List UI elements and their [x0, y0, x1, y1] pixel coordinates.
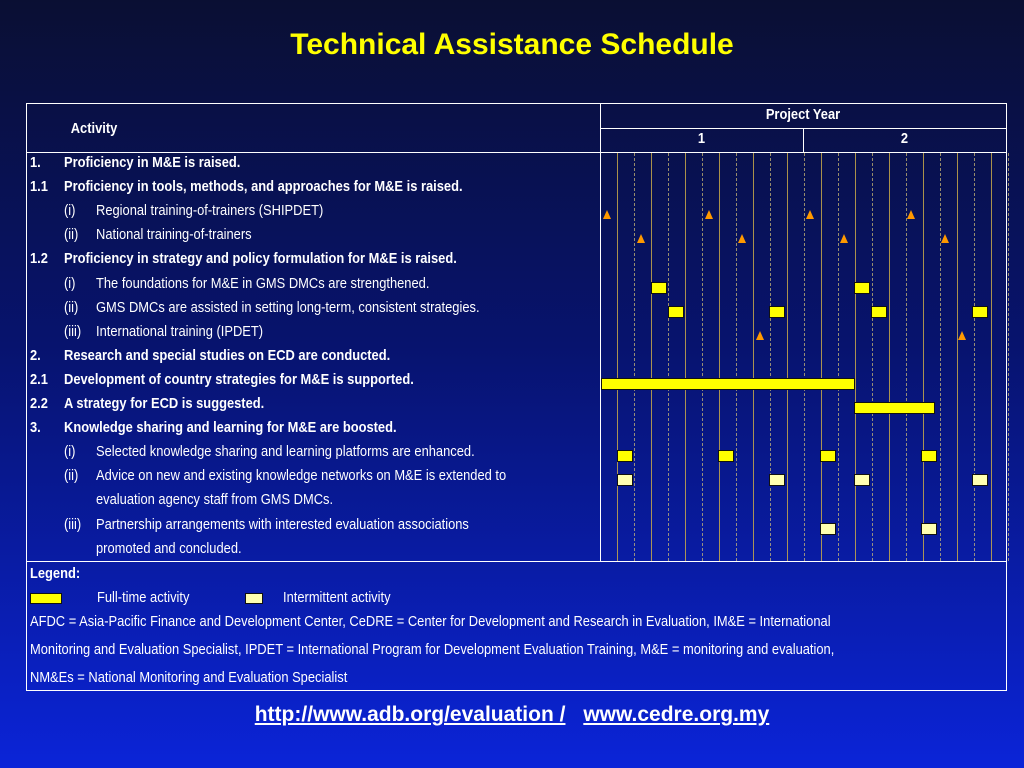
legend-intermittent-label: Intermittent activity: [283, 589, 391, 606]
gantt-grid-line: [753, 153, 754, 561]
row-number: 1.1: [30, 178, 48, 196]
legend-full-time-swatch: [30, 593, 62, 604]
row-label: The foundations for M&E in GMS DMCs are strengthened.: [96, 274, 430, 292]
gantt-grid-line: [685, 153, 686, 561]
project-year-header: Project Year: [765, 106, 841, 123]
year-divider: [803, 128, 804, 152]
intermittent-bar: [617, 474, 633, 486]
row-number: 2.2: [30, 395, 48, 412]
intermittent-bar: [854, 474, 870, 486]
full-time-bar: [651, 282, 667, 294]
row-number: (iii): [64, 322, 82, 340]
row-label: Regional training-of-trainers (SHIPDET): [96, 202, 324, 220]
gantt-chart: [601, 153, 1006, 561]
row-label: promoted and concluded.: [96, 539, 242, 557]
abbreviation-line-1: AFDC = Asia-Pacific Finance and Development Center, CeDRE = Center for Development and Research in Evaluation, IM&E = International: [30, 613, 831, 630]
row-label: National training-of-trainers: [96, 226, 252, 244]
gantt-grid-line: [821, 153, 822, 561]
gantt-grid-line: [923, 153, 924, 561]
full-time-bar: [854, 402, 935, 414]
row-number: (i): [64, 274, 76, 292]
full-time-bar: [668, 306, 684, 318]
gantt-grid-line: [668, 153, 670, 561]
milestone-marker: [907, 210, 915, 219]
row-number: 3.: [30, 419, 41, 437]
row-label: Proficiency in tools, methods, and approaches for M&E is raised.: [64, 178, 463, 196]
full-time-bar: [972, 306, 988, 318]
gantt-grid-line: [889, 153, 890, 561]
full-time-bar: [601, 378, 855, 390]
intermittent-bar: [769, 474, 785, 486]
gantt-grid-line: [991, 153, 992, 561]
gantt-grid-line: [719, 153, 720, 561]
gantt-grid-line: [838, 153, 840, 561]
full-time-bar: [871, 306, 887, 318]
row-label: GMS DMCs are assisted in setting long-term, consistent strategies.: [96, 298, 480, 316]
legend-intermittent-swatch: [245, 593, 263, 604]
row-number: 1.2: [30, 250, 48, 268]
milestone-marker: [637, 234, 645, 243]
row-label: Knowledge sharing and learning for M&E are boosted.: [64, 419, 397, 437]
gantt-grid-line: [1008, 153, 1010, 561]
row-label: Partnership arrangements with interested evaluation associations: [96, 515, 469, 533]
milestone-marker: [603, 210, 611, 219]
legend-full-time-label: Full-time activity: [97, 589, 190, 606]
full-time-bar: [769, 306, 785, 318]
year-2-header: 2: [900, 130, 909, 147]
intermittent-bar: [921, 523, 937, 535]
full-time-bar: [854, 282, 870, 294]
year-1-header: 1: [697, 130, 706, 147]
gantt-grid-line: [617, 153, 618, 561]
gantt-grid-line: [634, 153, 636, 561]
milestone-marker: [941, 234, 949, 243]
gantt-grid-line: [940, 153, 942, 561]
gantt-grid-line: [736, 153, 738, 561]
footer-links: [0, 703, 1024, 727]
gantt-grid-line: [957, 153, 958, 561]
row-number: (ii): [64, 467, 79, 485]
row-number: 1.: [30, 154, 41, 171]
full-time-bar: [617, 450, 633, 462]
gantt-grid-line: [702, 153, 704, 561]
milestone-marker: [840, 234, 848, 243]
row-number: (ii): [64, 226, 79, 244]
slide-title: Technical Assistance Schedule: [290, 28, 734, 61]
milestone-marker: [806, 210, 814, 219]
gantt-grid-line: [770, 153, 772, 561]
row-label: evaluation agency staff from GMS DMCs.: [96, 491, 334, 509]
row-label: Advice on new and existing knowledge networks on M&E is extended to: [96, 467, 507, 485]
activity-header: Activity: [70, 120, 118, 137]
row-label: Research and special studies on ECD are conducted.: [64, 346, 391, 364]
row-label: Development of country strategies for M&E is supported.: [64, 370, 414, 388]
gantt-grid-line: [855, 153, 856, 561]
abbreviation-line-2: Monitoring and Evaluation Specialist, IPDET = International Program for Development Evaluation Training, M&E = monitoring and evaluation,: [30, 641, 835, 658]
intermittent-bar: [820, 523, 836, 535]
milestone-marker: [738, 234, 746, 243]
row-label: International training (IPDET): [96, 322, 264, 340]
row-number: 2.: [30, 346, 41, 364]
abbreviation-line-3: NM&Es = National Monitoring and Evaluation Specialist: [30, 669, 348, 686]
schedule-table: [26, 103, 1007, 691]
gantt-grid-line: [651, 153, 652, 561]
legend-heading: Legend:: [30, 565, 81, 582]
row-number: (i): [64, 202, 76, 220]
row-label: Proficiency in strategy and policy formulation for M&E is raised.: [64, 250, 457, 268]
milestone-marker: [958, 331, 966, 340]
intermittent-bar: [972, 474, 988, 486]
gantt-grid-line: [872, 153, 874, 561]
gantt-grid-line: [787, 153, 788, 561]
full-time-bar: [820, 450, 836, 462]
milestone-marker: [756, 331, 764, 340]
row-number: (i): [64, 443, 76, 461]
row-number: (ii): [64, 298, 79, 316]
full-time-bar: [718, 450, 734, 462]
row-number: (iii): [64, 515, 82, 533]
legend-divider: [27, 561, 1006, 562]
row-label: A strategy for ECD is suggested.: [64, 395, 265, 412]
row-label: Selected knowledge sharing and learning platforms are enhanced.: [96, 443, 475, 461]
row-number: 2.1: [30, 370, 48, 388]
gantt-grid-line: [974, 153, 976, 561]
cedre-link[interactable]: www.cedre.org.my: [583, 703, 770, 726]
row-label: Proficiency in M&E is raised.: [64, 154, 241, 171]
milestone-marker: [705, 210, 713, 219]
full-time-bar: [921, 450, 937, 462]
adb-evaluation-link[interactable]: http://www.adb.org/evaluation /: [254, 703, 566, 726]
